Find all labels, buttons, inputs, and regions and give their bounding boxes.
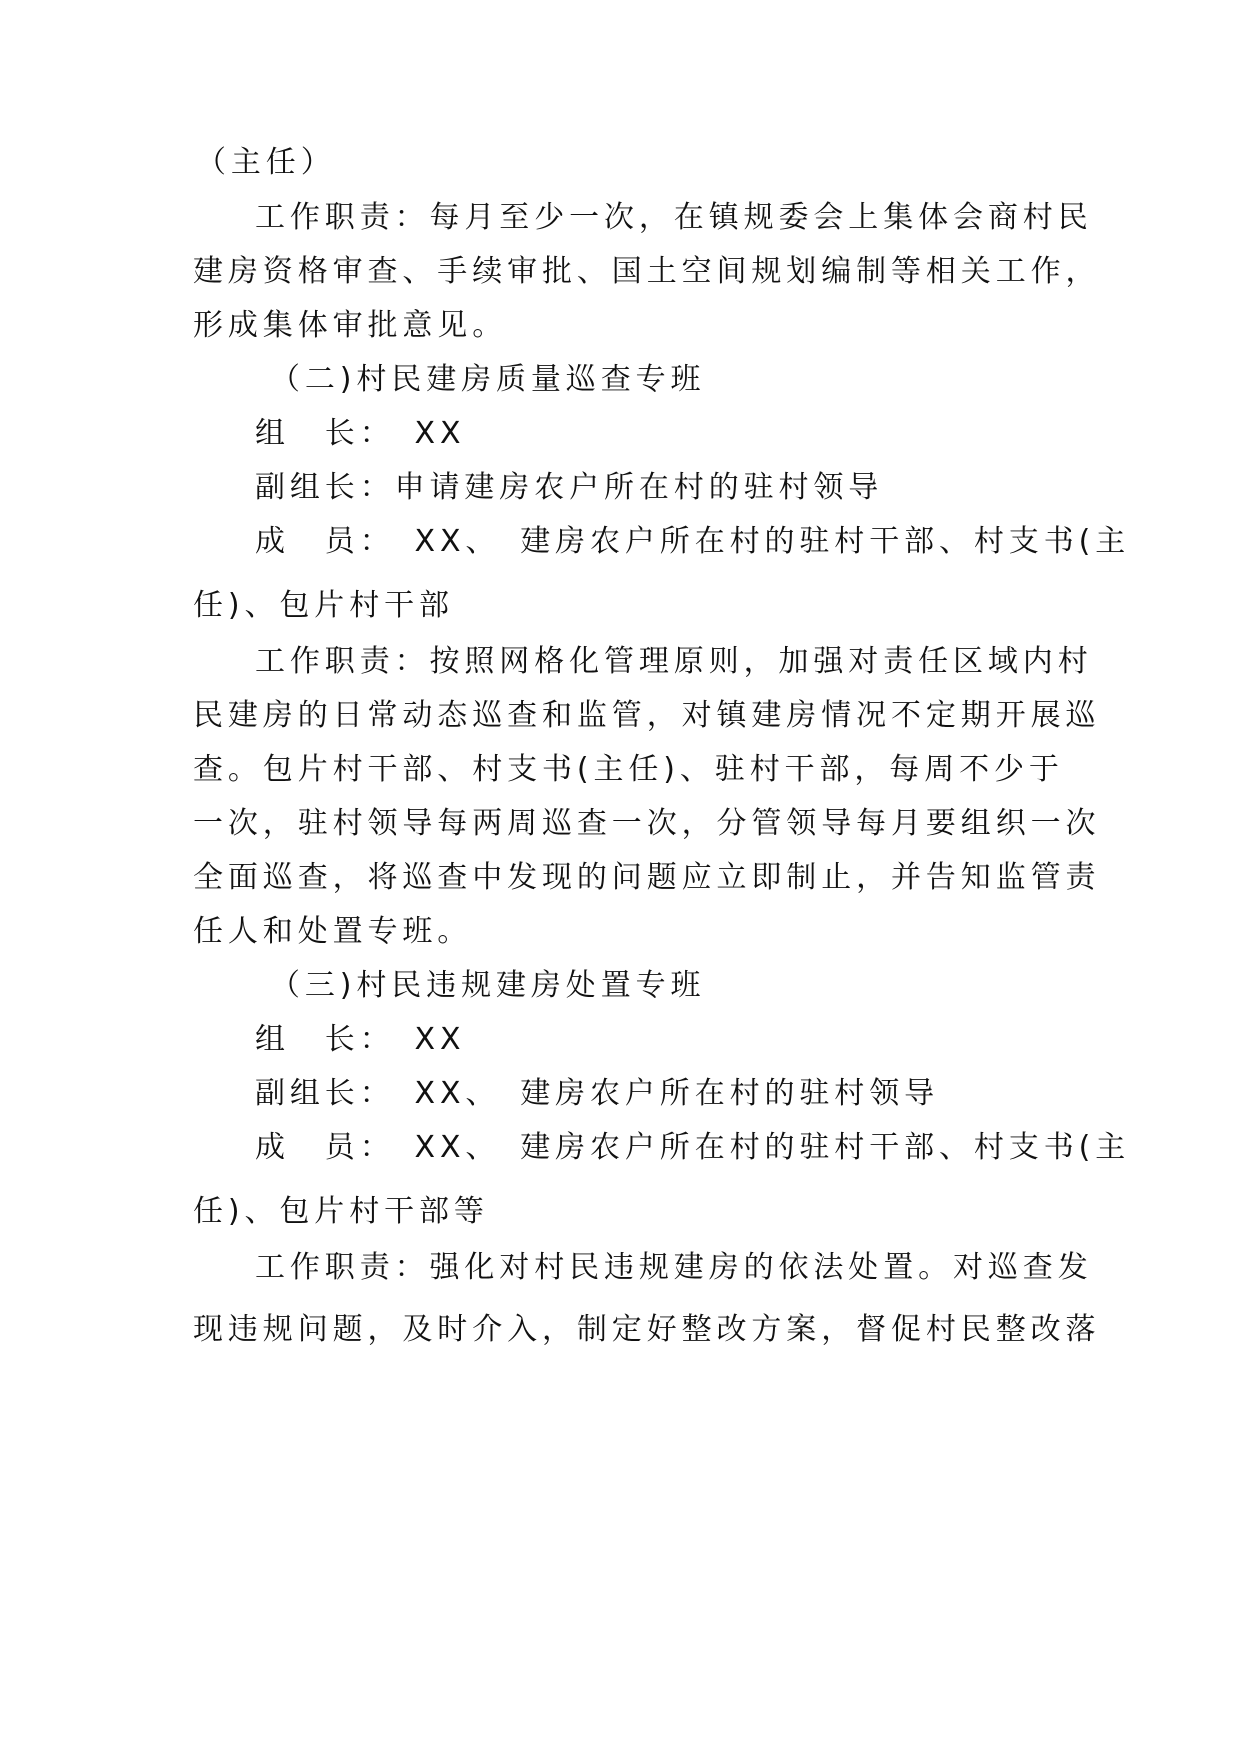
text-line: 副组长：申请建房农户所在村的驻村领导 (255, 470, 884, 505)
text-line: 成 员： XX、 建房农户所在村的驻村干部、村支书(主 (255, 524, 1131, 559)
text-line: 工作职责：按照网格化管理原则，加强对责任区域内村 (255, 644, 1093, 679)
text-line: （主任） (196, 145, 336, 180)
section-heading: （三)村民违规建房处置专班 (270, 968, 706, 1003)
text-line: 成 员： XX、 建房农户所在村的驻村干部、村支书(主 (255, 1130, 1131, 1165)
text-line: 建房资格审查、手续审批、国土空间规划编制等相关工作， (193, 254, 1101, 289)
text-line: 副组长： XX、 建房农户所在村的驻村领导 (255, 1076, 940, 1111)
section-heading: （二)村民建房质量巡查专班 (270, 362, 706, 397)
text-line: 组 长： XX (255, 1022, 466, 1057)
text-line: 一次，驻村领导每两周巡查一次，分管领导每月要组织一次 (193, 806, 1101, 841)
text-line: 组 长： XX (255, 416, 466, 451)
text-line: 工作职责：强化对村民违规建房的依法处置。对巡查发 (255, 1250, 1093, 1285)
text-line: 形成集体审批意见。 (193, 308, 508, 343)
text-line: 任)、包片村干部 (193, 588, 454, 623)
text-line: 查。包片村干部、村支书(主任)、驻村干部，每周不少于 (193, 752, 1064, 787)
text-line: 现违规问题，及时介入，制定好整改方案，督促村民整改落 (193, 1312, 1101, 1347)
text-line: 全面巡查，将巡查中发现的问题应立即制止，并告知监管责 (193, 860, 1101, 895)
text-line: 任)、包片村干部等 (193, 1194, 489, 1229)
text-line: 任人和处置专班。 (193, 914, 473, 949)
text-line: 工作职责：每月至少一次，在镇规委会上集体会商村民 (255, 200, 1093, 235)
text-line: 民建房的日常动态巡查和监管，对镇建房情况不定期开展巡 (193, 698, 1101, 733)
